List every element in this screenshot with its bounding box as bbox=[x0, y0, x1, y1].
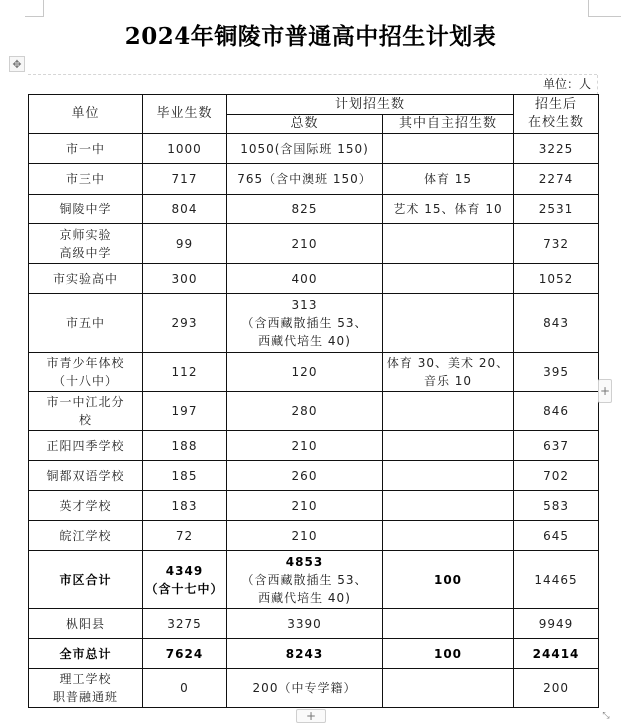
graduates-cell bbox=[143, 639, 227, 669]
table-row bbox=[29, 164, 599, 195]
enrollment-plan-table bbox=[28, 94, 599, 708]
graduates-cell bbox=[143, 551, 227, 609]
after-enroll-cell: 583 bbox=[514, 491, 599, 521]
graduates-cell-line: 99 bbox=[175, 236, 194, 251]
unit-cell-line: 市区合计 bbox=[59, 572, 112, 587]
unit-cell-line: 市一中 bbox=[65, 141, 105, 156]
after-enroll-cell: 843 bbox=[514, 294, 599, 353]
table-move-handle-icon[interactable]: ✥ bbox=[9, 56, 25, 72]
after-enroll-cell: 1052 bbox=[514, 264, 599, 294]
plan-total-cell bbox=[227, 521, 383, 551]
plan-total-cell bbox=[227, 491, 383, 521]
unit-cell bbox=[29, 164, 143, 195]
plan-total-cell-line: （含西藏散插生 53、 bbox=[241, 572, 368, 587]
plan-total-cell bbox=[227, 669, 383, 708]
table-row bbox=[29, 224, 599, 264]
plan-self-cell bbox=[383, 551, 514, 609]
add-column-button[interactable]: + bbox=[598, 379, 612, 403]
graduates-cell-line: 4349 bbox=[165, 563, 204, 578]
plan-total-cell bbox=[227, 353, 383, 392]
graduates-cell bbox=[143, 164, 227, 195]
unit-cell-line: 英才学校 bbox=[59, 498, 112, 513]
graduates-cell-line: 3275 bbox=[167, 616, 202, 631]
plan-self-cell bbox=[383, 521, 514, 551]
header-graduates: 毕业生数 bbox=[143, 95, 227, 134]
plan-total-cell-line: 200（中专学籍） bbox=[252, 681, 357, 695]
graduates-cell-line: 197 bbox=[171, 404, 198, 418]
table-row bbox=[29, 392, 599, 431]
plan-total-cell-line: （含西藏散插生 53、 bbox=[241, 316, 368, 330]
plan-total-cell-line: 825 bbox=[291, 202, 318, 216]
graduates-cell-line: 717 bbox=[171, 172, 198, 186]
plan-total-cell-line: 3390 bbox=[287, 616, 322, 631]
unit-cell bbox=[29, 491, 143, 521]
graduates-cell-line: 1000 bbox=[167, 141, 202, 156]
graduates-cell bbox=[143, 294, 227, 353]
plan-total-cell bbox=[227, 551, 383, 609]
plan-self-cell bbox=[383, 461, 514, 491]
table-row bbox=[29, 491, 599, 521]
plan-total-cell bbox=[227, 294, 383, 353]
table-row bbox=[29, 461, 599, 491]
plan-self-cell bbox=[383, 195, 514, 224]
page-corner-mark-right bbox=[588, 0, 621, 17]
table-row bbox=[29, 353, 599, 392]
unit-cell-line: 市青少年体校 bbox=[46, 356, 125, 370]
plan-total-cell bbox=[227, 224, 383, 264]
graduates-cell bbox=[143, 461, 227, 491]
graduates-cell bbox=[143, 392, 227, 431]
after-enroll-cell: 9949 bbox=[514, 609, 599, 639]
header-unit: 单位 bbox=[29, 95, 143, 134]
graduates-cell bbox=[143, 431, 227, 461]
plan-self-cell bbox=[383, 164, 514, 195]
unit-cell bbox=[29, 195, 143, 224]
plan-self-cell bbox=[383, 264, 514, 294]
unit-cell-line: 市三中 bbox=[65, 172, 105, 186]
graduates-cell bbox=[143, 224, 227, 264]
plan-total-cell bbox=[227, 164, 383, 195]
graduates-cell-line: 185 bbox=[171, 468, 198, 483]
plan-total-cell-line: 西藏代培生 40) bbox=[258, 590, 351, 605]
page-corner-mark-left bbox=[25, 0, 44, 17]
plan-self-cell bbox=[383, 353, 514, 392]
plan-total-cell bbox=[227, 609, 383, 639]
unit-cell-line: 市实验高中 bbox=[52, 271, 118, 286]
unit-cell bbox=[29, 134, 143, 164]
unit-cell bbox=[29, 461, 143, 491]
after-enroll-cell: 395 bbox=[514, 353, 599, 392]
after-enroll-cell: 732 bbox=[514, 224, 599, 264]
plan-total-cell-line: 400 bbox=[291, 271, 318, 286]
plan-total-cell-line: 4853 bbox=[285, 554, 324, 569]
unit-cell bbox=[29, 392, 143, 431]
after-enroll-cell: 645 bbox=[514, 521, 599, 551]
graduates-cell-line: 293 bbox=[171, 316, 198, 330]
graduates-cell-line: 0 bbox=[180, 681, 189, 695]
unit-cell bbox=[29, 521, 143, 551]
after-enroll-cell: 2531 bbox=[514, 195, 599, 224]
graduates-cell bbox=[143, 491, 227, 521]
unit-label-row bbox=[28, 74, 597, 94]
header-plan-group: 计划招生数 bbox=[227, 95, 514, 115]
plan-total-cell-line: 313 bbox=[291, 298, 318, 312]
table-row bbox=[29, 134, 599, 164]
unit-cell bbox=[29, 294, 143, 353]
graduates-cell-line: 188 bbox=[171, 438, 198, 453]
unit-cell bbox=[29, 639, 143, 669]
plan-total-cell-line: 210 bbox=[291, 528, 318, 543]
plan-total-cell bbox=[227, 392, 383, 431]
plan-total-cell-line: 1050(含国际班 150) bbox=[240, 141, 369, 156]
plan-total-cell-line: 260 bbox=[291, 468, 318, 483]
after-enroll-cell: 637 bbox=[514, 431, 599, 461]
plan-self-cell-line: 100 bbox=[433, 646, 463, 661]
unit-cell bbox=[29, 669, 143, 708]
plan-self-cell bbox=[383, 491, 514, 521]
graduates-cell-line: 7624 bbox=[165, 646, 204, 661]
after-enroll-cell: 3225 bbox=[514, 134, 599, 164]
plan-self-cell bbox=[383, 431, 514, 461]
plan-self-cell-line: 艺术 15、体育 10 bbox=[393, 202, 503, 216]
plan-self-cell-line: 体育 15 bbox=[423, 172, 473, 186]
graduates-cell-line: 804 bbox=[171, 202, 198, 216]
plan-self-cell bbox=[383, 609, 514, 639]
unit-cell-line: 理工学校 bbox=[59, 672, 112, 686]
header-after-enroll: 招生后 在校生数 bbox=[514, 95, 599, 134]
table-row bbox=[29, 551, 599, 609]
plan-total-cell-line: 765（含中澳班 150） bbox=[237, 172, 372, 186]
table-row bbox=[29, 521, 599, 551]
plan-total-cell bbox=[227, 134, 383, 164]
graduates-cell bbox=[143, 521, 227, 551]
plan-self-cell bbox=[383, 639, 514, 669]
after-enroll-cell: 702 bbox=[514, 461, 599, 491]
plan-self-cell-line: 体育 30、美术 20、 bbox=[386, 356, 510, 370]
graduates-cell bbox=[143, 669, 227, 708]
plan-total-cell bbox=[227, 264, 383, 294]
plan-self-cell bbox=[383, 392, 514, 431]
graduates-cell-line: 112 bbox=[171, 365, 198, 379]
after-enroll-cell: 24414 bbox=[514, 639, 599, 669]
plan-total-cell bbox=[227, 431, 383, 461]
table-row bbox=[29, 431, 599, 461]
after-enroll-cell: 14465 bbox=[514, 551, 599, 609]
after-enroll-cell: 846 bbox=[514, 392, 599, 431]
unit-cell bbox=[29, 431, 143, 461]
unit-cell-line: 市五中 bbox=[65, 316, 105, 330]
plan-self-cell-line: 100 bbox=[433, 572, 463, 587]
unit-cell-line: （十八中） bbox=[52, 374, 118, 388]
unit-label: 单位：人 bbox=[542, 77, 591, 91]
unit-cell-line: 皖江学校 bbox=[59, 528, 112, 543]
unit-cell-line: 京师实验 bbox=[59, 227, 112, 242]
add-row-button[interactable]: + bbox=[296, 709, 326, 723]
after-enroll-cell: 2274 bbox=[514, 164, 599, 195]
graduates-cell bbox=[143, 609, 227, 639]
unit-cell-line: 正阳四季学校 bbox=[46, 438, 125, 453]
header-plan-total: 总数 bbox=[227, 115, 383, 134]
plan-self-cell-line: 音乐 10 bbox=[423, 374, 473, 388]
plan-total-cell-line: 西藏代培生 40) bbox=[258, 334, 351, 348]
plan-self-cell bbox=[383, 134, 514, 164]
graduates-cell-line: 183 bbox=[171, 498, 198, 513]
unit-cell bbox=[29, 224, 143, 264]
plan-total-cell bbox=[227, 461, 383, 491]
plan-total-cell-line: 210 bbox=[291, 438, 318, 453]
unit-cell-line: 枞阳县 bbox=[65, 616, 105, 631]
graduates-cell bbox=[143, 134, 227, 164]
plan-total-cell-line: 210 bbox=[291, 498, 318, 513]
plan-total-cell-line: 8243 bbox=[285, 646, 324, 661]
graduates-cell bbox=[143, 264, 227, 294]
table-row bbox=[29, 609, 599, 639]
unit-cell bbox=[29, 264, 143, 294]
table-row bbox=[29, 195, 599, 224]
table-row bbox=[29, 669, 599, 708]
plan-self-cell bbox=[383, 294, 514, 353]
plan-self-cell bbox=[383, 669, 514, 708]
table-row bbox=[29, 264, 599, 294]
plan-total-cell bbox=[227, 639, 383, 669]
header-plan-self: 其中自主招生数 bbox=[383, 115, 514, 134]
table-row bbox=[29, 639, 599, 669]
graduates-cell-line: 72 bbox=[175, 528, 194, 543]
page-title: 2024年铜陵市普通高中招生计划表 bbox=[124, 23, 497, 50]
table-resize-handle-icon[interactable]: ⤡ bbox=[602, 711, 610, 721]
plan-self-cell bbox=[383, 224, 514, 264]
unit-cell bbox=[29, 609, 143, 639]
plan-total-cell-line: 280 bbox=[291, 404, 318, 418]
plan-total-cell-line: 210 bbox=[291, 236, 318, 251]
unit-cell-line: 校 bbox=[78, 413, 92, 427]
table-row bbox=[29, 294, 599, 353]
unit-cell-line: 职普融通班 bbox=[52, 690, 118, 704]
graduates-cell bbox=[143, 353, 227, 392]
unit-cell-line: 高级中学 bbox=[59, 245, 112, 260]
unit-cell bbox=[29, 353, 143, 392]
graduates-cell bbox=[143, 195, 227, 224]
unit-cell-line: 市一中江北分 bbox=[46, 395, 125, 409]
after-enroll-cell: 200 bbox=[514, 669, 599, 708]
unit-cell-line: 全市总计 bbox=[59, 646, 112, 661]
graduates-cell-line: （含十七中） bbox=[145, 581, 224, 596]
unit-cell-line: 铜陵中学 bbox=[59, 202, 112, 216]
plan-total-cell bbox=[227, 195, 383, 224]
graduates-cell-line: 300 bbox=[171, 271, 198, 286]
plan-total-cell-line: 120 bbox=[291, 365, 318, 379]
unit-cell bbox=[29, 551, 143, 609]
unit-cell-line: 铜都双语学校 bbox=[46, 468, 125, 483]
